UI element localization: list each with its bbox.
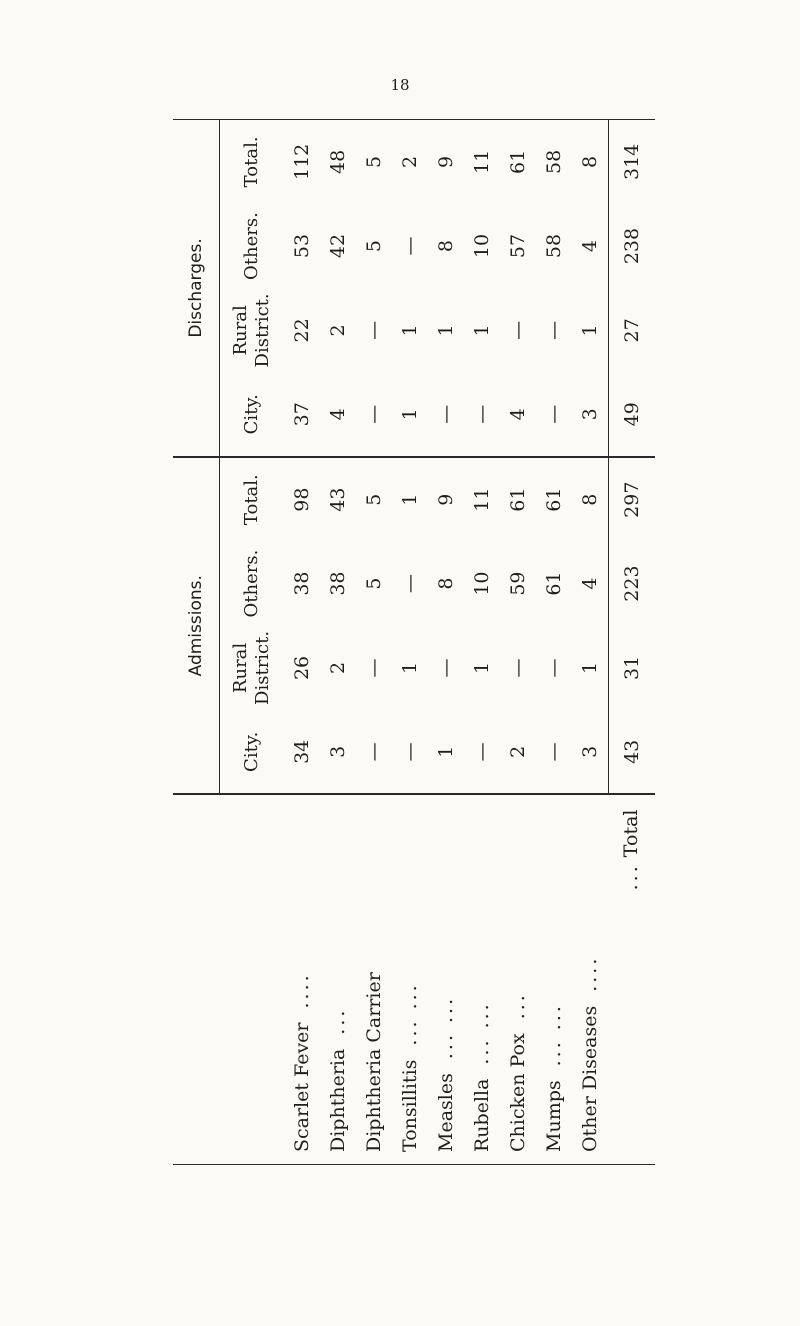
table-row: [536, 119, 572, 1164]
total-discharges-total: 314: [608, 119, 655, 203]
table-row: [320, 119, 356, 1164]
admissions-city-cell: 2: [500, 710, 536, 794]
disease-name: Mumps: [542, 1080, 565, 1152]
admissions-city-cell: 3: [572, 710, 609, 794]
admissions-city-cell: —: [392, 710, 428, 794]
header-blank: [173, 795, 220, 1165]
discharges-total-cell: 11: [464, 119, 500, 203]
admissions-rural-district-cell: —: [506, 658, 529, 678]
disease-name: Diphtheria Carrier: [362, 972, 385, 1152]
col-admissions-total: Total.: [240, 474, 262, 526]
admissions-rural-district-cell: 1: [398, 661, 421, 674]
admissions-others-cell: 59: [506, 571, 529, 596]
admissions-city-cell: 3: [320, 710, 356, 794]
col-admissions-others: Others.: [240, 549, 262, 618]
discharges-city-cell: 3: [572, 373, 609, 457]
subheader-blank: [220, 795, 284, 1165]
discharges-city-cell: 37: [284, 373, 320, 457]
row-label-cell: [500, 795, 536, 1165]
total-admissions-total: 297: [608, 457, 655, 541]
row-label-cell: [572, 795, 609, 1165]
discharges-total-cell: 112: [284, 119, 320, 203]
leader-dots: ....: [578, 955, 601, 992]
admissions-total-cell: 61: [506, 487, 529, 512]
discharges-total-cell: 5: [356, 119, 392, 203]
discharges-total-cell: 48: [320, 119, 356, 203]
table-row: [464, 119, 500, 1164]
leader-dots: ... ...: [542, 1003, 565, 1067]
disease-name: Other Diseases: [578, 1005, 601, 1152]
discharges-city-cell: 1: [392, 373, 428, 457]
admissions-total-cell: 8: [578, 493, 601, 506]
discharges-rural-district-cell: 1: [470, 324, 493, 337]
table-row: [392, 119, 428, 1164]
leader-dots: ... ...: [470, 1001, 493, 1065]
discharges-total-cell: 9: [428, 119, 464, 203]
discharges-city-cell: —: [464, 373, 500, 457]
discharges-rural-district-cell: 1: [578, 324, 601, 337]
admissions-others-cell: 61: [542, 571, 565, 596]
disease-name: Rubella: [470, 1078, 493, 1152]
discharges-total-cell: 2: [392, 119, 428, 203]
row-label-cell: [320, 795, 356, 1165]
discharges-header: Discharges.: [173, 119, 220, 457]
discharges-rural-district-cell: 22: [290, 318, 313, 343]
admissions-city-cell: —: [464, 710, 500, 794]
admissions-total-cell: 43: [326, 487, 349, 512]
admissions-total-cell: 1: [398, 493, 421, 506]
total-discharges-rural-district: 27: [608, 288, 655, 372]
table-row: [572, 119, 609, 1164]
discharges-rural-district-cell: —: [506, 320, 529, 340]
admissions-rural-district-cell: —: [434, 658, 457, 678]
admissions-city-cell: 1: [428, 710, 464, 794]
admissions-rural-district-cell: 1: [470, 661, 493, 674]
discharges-others-cell: 57: [506, 233, 529, 259]
discharges-rural-district-cell: —: [362, 320, 385, 340]
discharges-total-cell: 58: [536, 119, 572, 203]
total-admissions-others: 223: [608, 541, 655, 625]
table-row: [500, 119, 536, 1164]
admissions-others-cell: 10: [470, 571, 493, 596]
leader-dots: ... ...: [434, 995, 457, 1060]
row-label-cell: [464, 795, 500, 1165]
admissions-discharges-table: [173, 119, 655, 1165]
total-label-cell: [608, 795, 655, 1165]
admissions-city-cell: 34: [284, 710, 320, 794]
col-discharges-others: Others.: [240, 212, 262, 280]
admissions-total-cell: 61: [542, 487, 565, 512]
disease-name: Measles: [434, 1073, 457, 1152]
disease-name: Scarlet Fever: [290, 1022, 313, 1152]
discharges-others-cell: 5: [362, 239, 385, 253]
page-number: 18: [390, 76, 410, 94]
col-discharges-total: Total.: [220, 119, 284, 203]
table-row: [284, 119, 320, 1164]
total-discharges-city: 49: [608, 373, 655, 457]
total-admissions-city: 43: [608, 710, 655, 794]
total-admissions-rural-district: 31: [608, 626, 655, 710]
admissions-others-cell: 8: [434, 577, 457, 590]
leader-dots: ... ...: [398, 982, 421, 1046]
discharges-others-cell: 8: [434, 239, 457, 253]
discharges-city-cell: —: [428, 373, 464, 457]
discharges-total-cell: 8: [572, 119, 609, 203]
leader-dots: ...: [326, 1007, 349, 1035]
discharges-rural-district-cell: 2: [326, 324, 349, 337]
total-label: Total: [620, 809, 643, 858]
row-label-cell: [356, 795, 392, 1165]
disease-name: Tonsillitis: [398, 1059, 421, 1152]
discharges-rural-district-cell: 1: [398, 324, 421, 337]
admissions-total-cell: 98: [290, 487, 313, 512]
discharges-city-cell: 4: [320, 373, 356, 457]
table-row: [356, 119, 392, 1164]
total-dots: ...: [620, 863, 643, 891]
admissions-total-cell: 11: [470, 487, 493, 512]
row-label-cell: [392, 795, 428, 1165]
admissions-city-cell: —: [536, 710, 572, 794]
admissions-others-cell: 38: [326, 571, 349, 596]
discharges-others-cell: —: [398, 236, 421, 256]
discharges-others-cell: 4: [578, 239, 601, 253]
row-label-cell: [428, 795, 464, 1165]
leader-dots: ....: [290, 972, 313, 1009]
admissions-rural-district-cell: —: [362, 658, 385, 678]
discharges-city-cell: 4: [500, 373, 536, 457]
discharges-city-cell: —: [536, 373, 572, 457]
admissions-others-cell: 5: [362, 577, 385, 590]
admissions-others-cell: —: [398, 574, 421, 594]
col-discharges-city: City.: [220, 373, 284, 457]
admissions-others-cell: 4: [578, 577, 601, 590]
total-discharges-others: 238: [608, 204, 655, 288]
leader-dots: ...: [506, 992, 529, 1020]
discharges-others-cell: 53: [290, 233, 313, 259]
rotated-table-container: [173, 120, 653, 1165]
discharges-rural-district-cell: 1: [434, 324, 457, 337]
disease-name: Diphtheria: [326, 1048, 349, 1152]
admissions-header: Admissions.: [173, 457, 220, 795]
admissions-rural-district-cell: 1: [578, 661, 601, 674]
row-label-cell: [536, 795, 572, 1165]
disease-name: Chicken Pox: [506, 1033, 529, 1152]
col-admissions-city: City.: [220, 710, 284, 794]
admissions-total-cell: 9: [434, 493, 457, 506]
discharges-rural-district-cell: —: [542, 320, 565, 340]
discharges-others-cell: 10: [470, 233, 493, 259]
discharges-others-cell: 42: [326, 233, 349, 259]
discharges-total-cell: 61: [500, 119, 536, 203]
col-discharges-rural-district: Rural District.: [229, 293, 273, 368]
row-label-cell: [284, 795, 320, 1165]
table-row: [428, 119, 464, 1164]
admissions-rural-district-cell: —: [542, 658, 565, 678]
admissions-rural-district-cell: 2: [326, 661, 349, 674]
admissions-total-cell: 5: [362, 493, 385, 506]
col-admissions-rural-district: Rural District.: [229, 630, 273, 705]
admissions-others-cell: 38: [290, 571, 313, 596]
discharges-city-cell: —: [356, 373, 392, 457]
discharges-others-cell: 58: [542, 233, 565, 259]
admissions-city-cell: —: [356, 710, 392, 794]
admissions-rural-district-cell: 26: [290, 655, 313, 681]
